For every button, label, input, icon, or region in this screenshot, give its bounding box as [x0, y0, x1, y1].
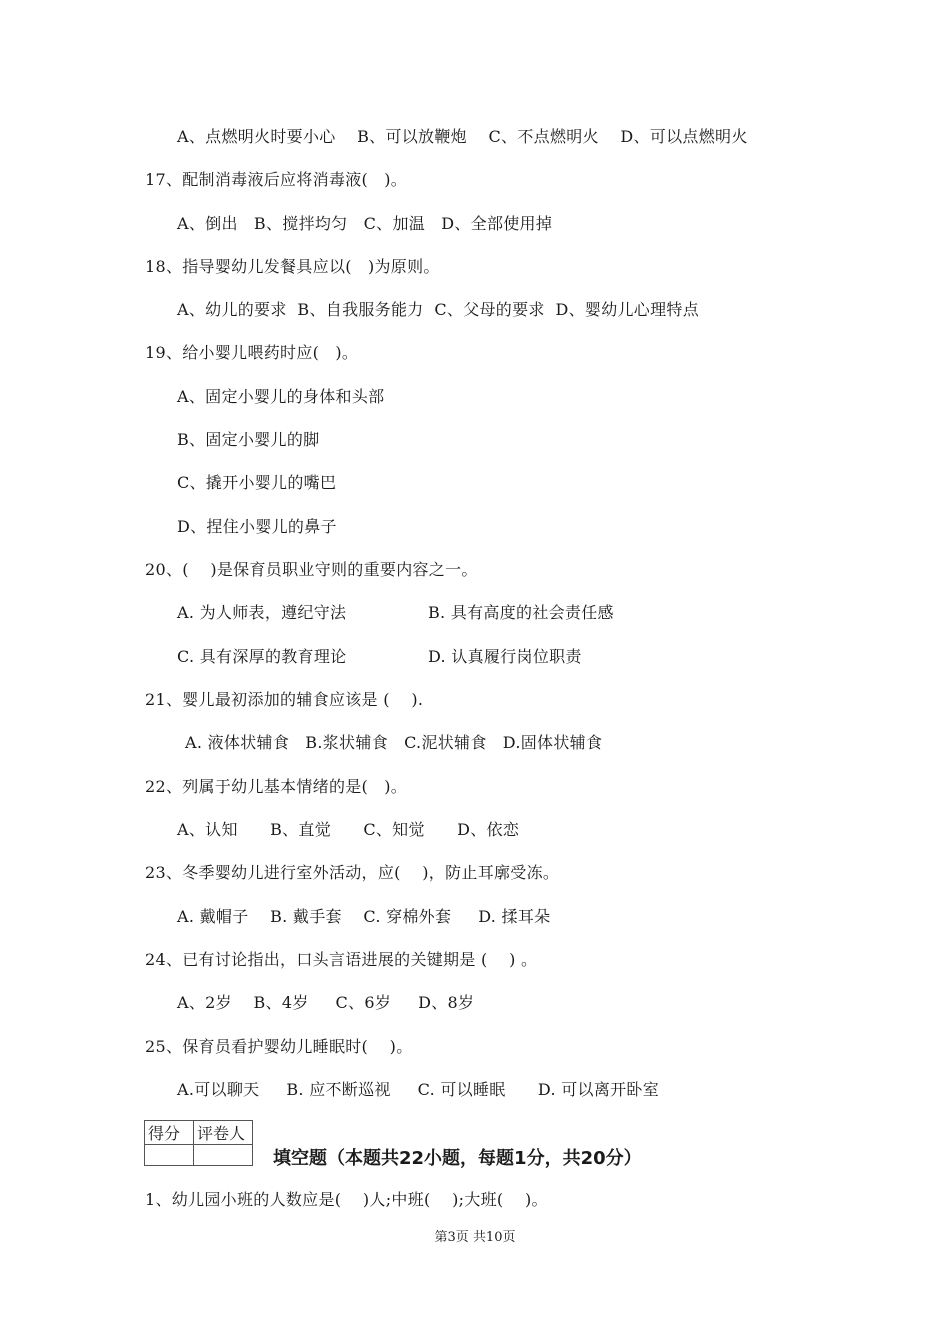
question-25: 25、保育员看护婴幼儿睡眠时( )。 — [145, 1037, 413, 1056]
question-21-options: A. 液体状辅食 B.浆状辅食 C.泥状辅食 D.固体状辅食 — [185, 733, 603, 752]
score-label: 得分 — [145, 1121, 194, 1145]
question-21: 21、婴儿最初添加的辅食应该是 ( ). — [145, 690, 424, 709]
page-footer: 第3页 共10页 — [434, 1230, 516, 1245]
grader-cell — [194, 1145, 253, 1166]
question-22-options: A、认知 B、直觉 C、知觉 D、依恋 — [177, 820, 520, 839]
question-24: 24、已有讨论指出，口头言语进展的关键期是 ( ) 。 — [145, 950, 538, 969]
question-20-option-b: B. 具有高度的社会责任感 — [428, 603, 614, 622]
question-25-options: A.可以聊天 B. 应不断巡视 C. 可以睡眠 D. 可以离开卧室 — [177, 1080, 660, 1099]
question-19-option-c: C、撬开小婴儿的嘴巴 — [177, 473, 337, 492]
question-19-option-b: B、固定小婴儿的脚 — [177, 430, 320, 449]
question-19-option-d: D、捏住小婴儿的鼻子 — [177, 517, 337, 536]
question-18: 18、指导婴幼儿发餐具应以( )为原则。 — [145, 257, 440, 276]
question-23: 23、冬季婴幼儿进行室外活动，应( )，防止耳廓受冻。 — [145, 863, 560, 882]
question-17-options: A、倒出 B、搅拌均匀 C、加温 D、全部使用掉 — [177, 214, 553, 233]
score-cell — [145, 1145, 194, 1166]
question-23-options: A. 戴帽子 B. 戴手套 C. 穿棉外套 D. 揉耳朵 — [177, 907, 551, 926]
score-box — [144, 1120, 253, 1166]
question-19: 19、给小婴儿喂药时应( )。 — [145, 343, 359, 362]
question-18-options: A、幼儿的要求 B、自我服务能力 C、父母的要求 D、婴幼儿心理特点 — [177, 300, 699, 319]
section-title: 填空题（本题共22小题，每题1分，共20分） — [273, 1148, 642, 1169]
question-19-option-a: A、固定小婴儿的身体和头部 — [177, 387, 385, 406]
grader-label: 评卷人 — [194, 1121, 253, 1145]
question-20-option-d: D. 认真履行岗位职责 — [428, 647, 582, 666]
question-20-option-a: A. 为人师表，遵纪守法 — [177, 603, 347, 622]
question-22: 22、列属于幼儿基本情绪的是( )。 — [145, 777, 408, 796]
question-17: 17、配制消毒液后应将消毒液( )。 — [145, 170, 408, 189]
fill-question-1: 1、幼儿园小班的人数应是( )人;中班( );大班( )。 — [145, 1190, 548, 1209]
question-20-option-c: C. 具有深厚的教育理论 — [177, 647, 347, 666]
question-20: 20、( )是保育员职业守则的重要内容之一。 — [145, 560, 478, 579]
question-24-options: A、2岁 B、4岁 C、6岁 D、8岁 — [177, 993, 475, 1012]
question-16-options: A、点燃明火时要小心 B、可以放鞭炮 C、不点燃明火 D、可以点燃明火 — [177, 127, 748, 146]
